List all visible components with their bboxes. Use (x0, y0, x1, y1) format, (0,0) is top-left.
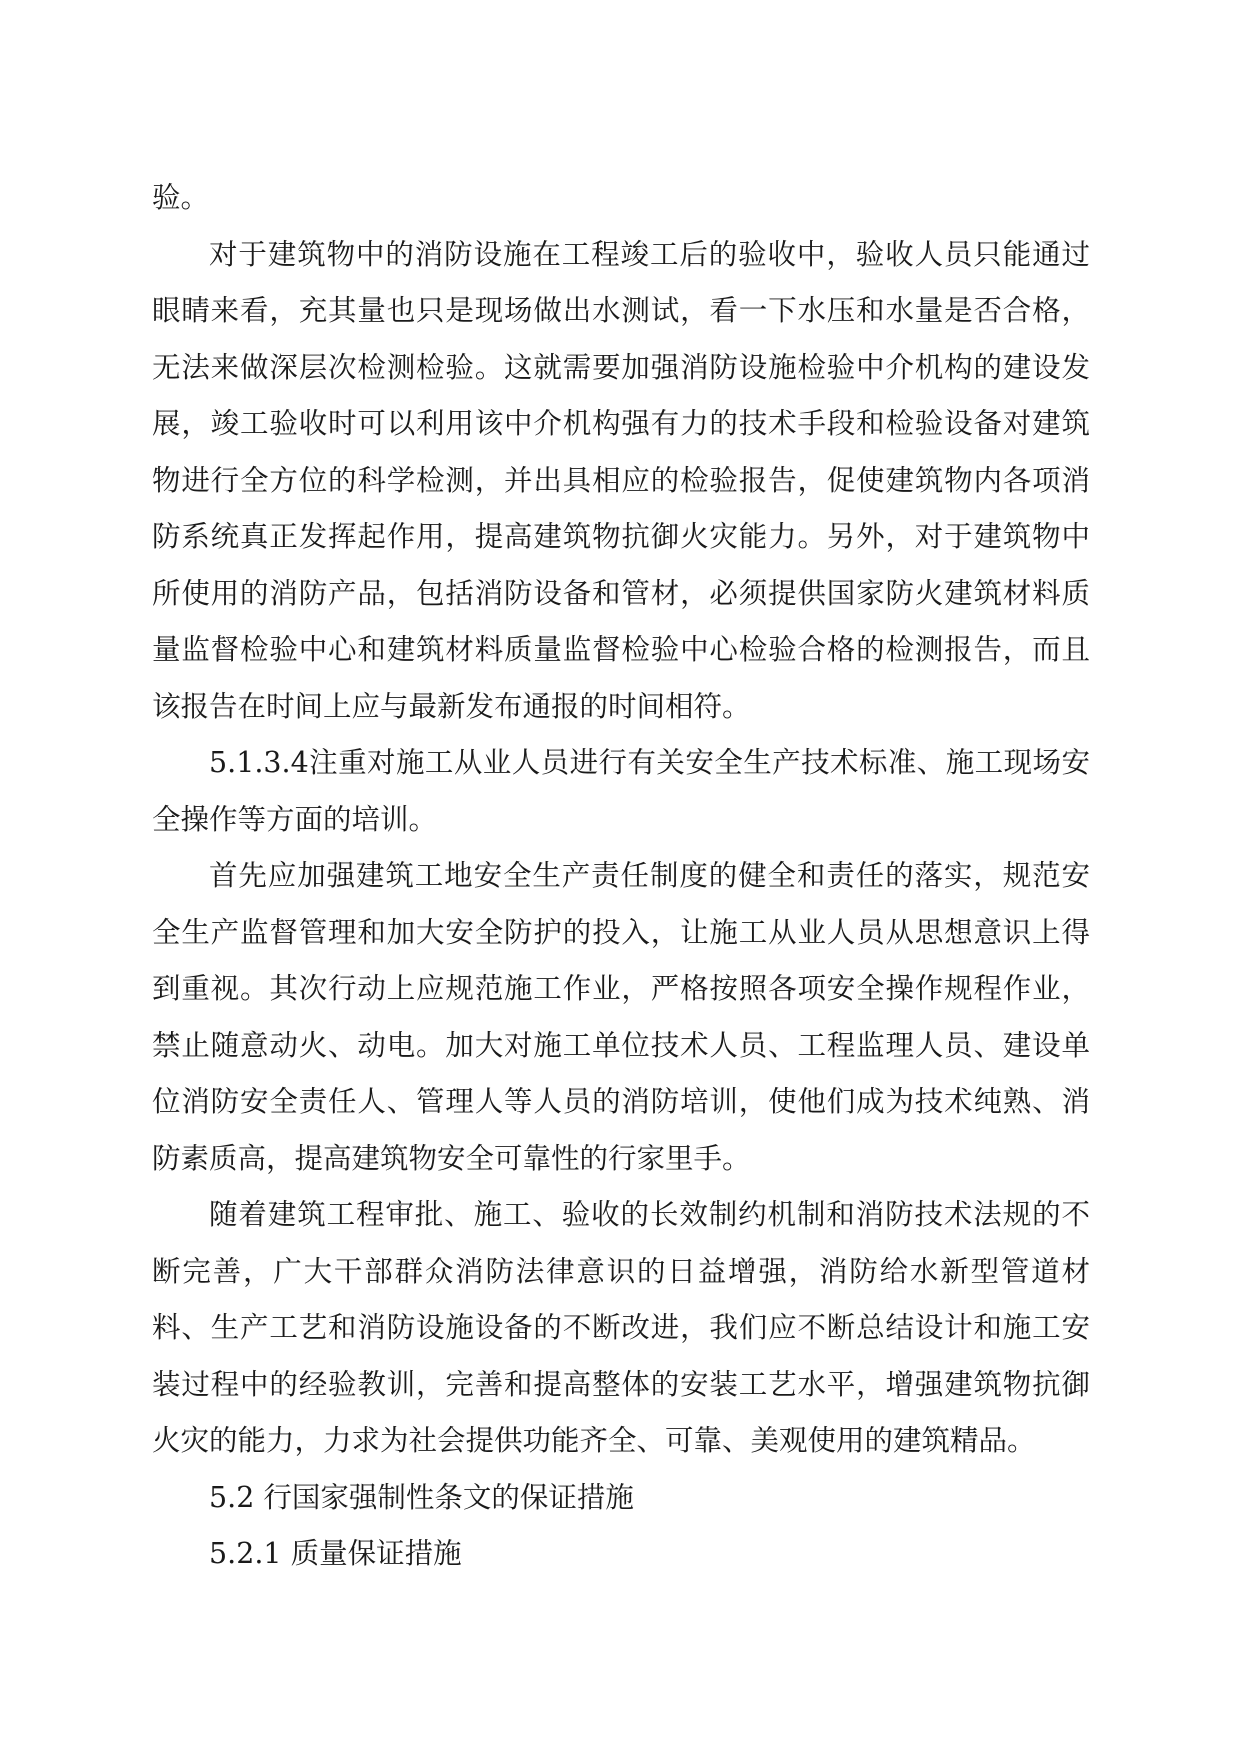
section-heading-5-1-3-4: 5.1.3.4注重对施工从业人员进行有关安全生产技术标准、施工现场安全操作等方面的培训。 (152, 746, 1090, 836)
paragraph-training: 首先应加强建筑工地安全生产责任制度的健全和责任的落实，规范安全生产监督管理和加大安全防护的投入，让施工从业人员从思想意识上得到重视。其次行动上应规范施工作业，严格按照各项安全操作规程作业，禁止随意动火、动电。加大对施工单位技术人员、工程监理人员、建设单位消防安全责任人、管理人等人员的消防培训，使他们成为技术纯熟、消防素质高，提高建筑物安全可靠性的行家里手。 (152, 859, 1090, 1175)
paragraph-continuation: 验。 (152, 181, 210, 214)
paragraph-acceptance-testing: 对于建筑物中的消防设施在工程竣工后的验收中，验收人员只能通过眼睛来看，充其量也只是现场做出水测试，看一下水压和水量是否合格，无法来做深层次检测检验。这就需要加强消防设施检验中介机构的建设发展，竣工验收时可以利用该中介机构强有力的技术手段和检验设备对建筑物进行全方位的科学检测，并出具相应的检验报告，促使建筑物内各项消防系统真正发挥起作用，提高建筑物抗御火灾能力。另外，对于建筑物中所使用的消防产品，包括消防设备和管材，必须提供国家防火建筑材料质量监督检验中心和建筑材料质量监督检验中心检验合格的检测报告，而且该报告在时间上应与最新发布通报的时间相符。 (152, 237, 1090, 723)
section-heading-5-2: 5.2 行国家强制性条文的保证措施 (209, 1480, 634, 1514)
document-body (152, 170, 1090, 1583)
paragraph-conclusion: 随着建筑工程审批、施工、验收的长效制约机制和消防技术法规的不断完善，广大干部群众消防法律意识的日益增强，消防给水新型管道材料、生产工艺和消防设施设备的不断改进，我们应不断总结设计和施工安装过程中的经验教训，完善和提高整体的安装工艺水平，增强建筑物抗御火灾的能力，力求为社会提供功能齐全、可靠、美观使用的建筑精品。 (152, 1198, 1090, 1457)
section-heading-5-2-1: 5.2.1 质量保证措施 (209, 1537, 462, 1570)
